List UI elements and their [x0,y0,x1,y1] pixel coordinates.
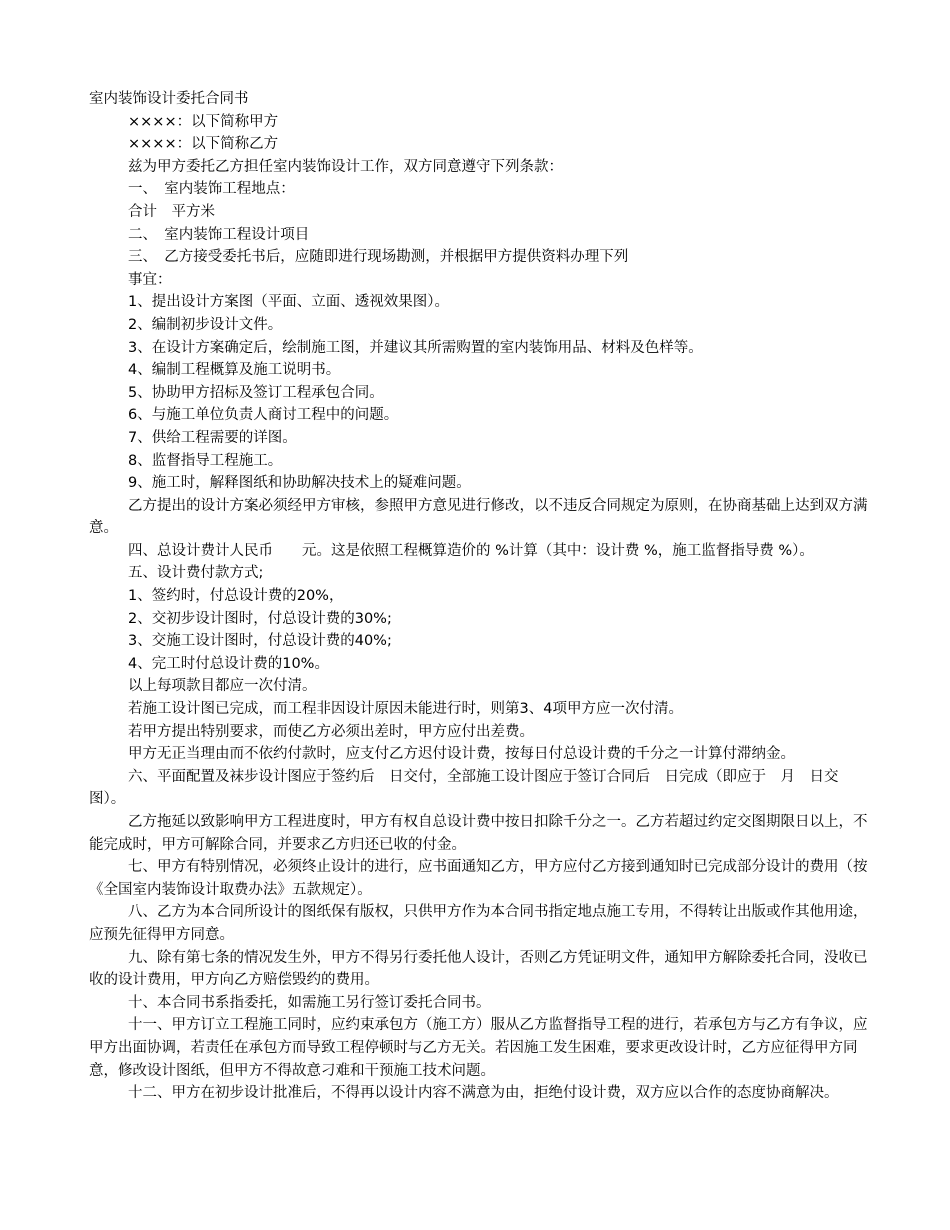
clause-2-heading: 二、 室内装饰工程设计项目 [128,226,310,243]
payment-note-4: 甲方无正当理由而不依约付款时，应支付乙方迟付设计费，按每日付总设计费的千分之一计算付滞纳金。 [128,746,795,763]
clause-3-heading: 三、 乙方接受委托书后，应随即进行现场勘测，并根据甲方提供资料办理下列 [128,249,629,266]
party-a-line: ××××：以下简称甲方 [128,113,279,130]
area-total: 合计 平方米 [128,203,215,220]
payment-note-3: 若甲方提出特别要求，而使乙方必须出差时，甲方应付出差费。 [128,723,534,740]
clause-5-heading: 五、设计费付款方式; [128,565,264,582]
task-item-7: 7、供给工程需要的详图。 [128,429,297,446]
clause-1-heading: 一、 室内装饰工程地点： [128,181,295,198]
preamble: 兹为甲方委托乙方担任室内装饰设计工作，双方同意遵守下列条款： [128,158,563,175]
task-item-4: 4、编制工程概算及施工说明书。 [128,362,341,379]
document-title: 室内装饰设计委托合同书 [89,91,249,107]
task-item-8: 8、监督指导工程施工。 [128,452,283,469]
task-item-2: 2、编制初步设计文件。 [128,316,283,333]
party-b-line: ××××：以下简称乙方 [128,136,279,153]
clause-12: 十二、甲方在初步设计批准后，不得再以设计内容不满意为由，拒绝付设计费，双方应以合作的态度协商解决。 [128,1085,839,1102]
document-page [89,88,869,1105]
clause-11: 十一、甲方订立工程施工同时，应约束承包方（施工方）服从乙方监督指导工程的进行，若承包方与乙方有争议，应甲方出面协调，若责任在承包方而导致工程停顿时与乙方无关。若因施工发生困难，要求更改设计时，乙方应征得甲方同意，修改设计图纸，但甲方不得故意刁难和干预施工技术问题。 [89,1017,868,1079]
clause-6-delay: 乙方拖延以致影响甲方工程进度时，甲方有权自总设计费中按日扣除千分之一。乙方若超过约定交图期限日以上，不能完成时，甲方可解除合同，并要求乙方归还已收的付金。 [89,814,868,853]
clause-7: 七、甲方有特别情况，必须终止设计的进行，应书面通知乙方，甲方应付乙方接到通知时已完成部分设计的费用（按《全国室内装饰设计取费办法》五款规定）。 [89,859,868,898]
clause-8: 八、乙方为本合同所设计的图纸保有版权，只供甲方作为本合同书指定地点施工专用，不得转让出版或作其他用途，应预先征得甲方同意。 [89,904,868,943]
payment-item-2: 2、交初步设计图时，付总设计费的30%; [128,610,392,627]
payment-item-3: 3、交施工设计图时，付总设计费的40%; [128,633,392,650]
design-approval-paragraph: 乙方提出的设计方案必须经甲方审核，参照甲方意见进行修改，以不违反合同规定为原则，在协商基础上达到双方满意。 [89,497,868,537]
payment-note-1: 以上每项款目都应一次付清。 [128,678,317,695]
clause-6: 六、平面配置及袜步设计图应于签约后 日交付，全部施工设计图应于签订合同后 日完成（即应于 月 日交图）。 [89,768,839,808]
clause-3-continuation: 事宜： [128,271,172,288]
clause-10: 十、本合同书系指委托，如需施工另行签订委托合同书。 [128,994,491,1011]
payment-note-2: 若施工设计图已完成，而工程非因设计原因未能进行时，则第3、4项甲方应一次付清。 [128,701,683,718]
task-item-1: 1、提出设计方案图（平面、立面、透视效果图）。 [128,294,449,311]
task-item-9: 9、施工时，解释图纸和协助解决技术上的疑难问题。 [128,475,471,492]
clause-4-fee: 四、总设计费计人民币 元。这是依照工程概算造价的 %计算（其中：设计费 %，施工监督指导费 %）。 [128,542,814,559]
payment-item-4: 4、完工时付总设计费的10%。 [128,655,329,672]
payment-item-1: 1、签约时，付总设计费的20%， [128,588,344,605]
task-item-6: 6、与施工单位负责人商讨工程中的问题。 [128,407,399,424]
task-item-3: 3、在设计方案确定后，绘制施工图，并建议其所需购置的室内装饰用品、材料及色样等。 [128,339,703,356]
clause-9: 九、除有第七条的情况发生外，甲方不得另行委托他人设计，否则乙方凭证明文件，通知甲方解除委托合同，没收已收的设计费用，甲方向乙方赔偿毁约的费用。 [89,949,868,989]
task-item-5: 5、协助甲方招标及签订工程承包合同。 [128,384,384,401]
